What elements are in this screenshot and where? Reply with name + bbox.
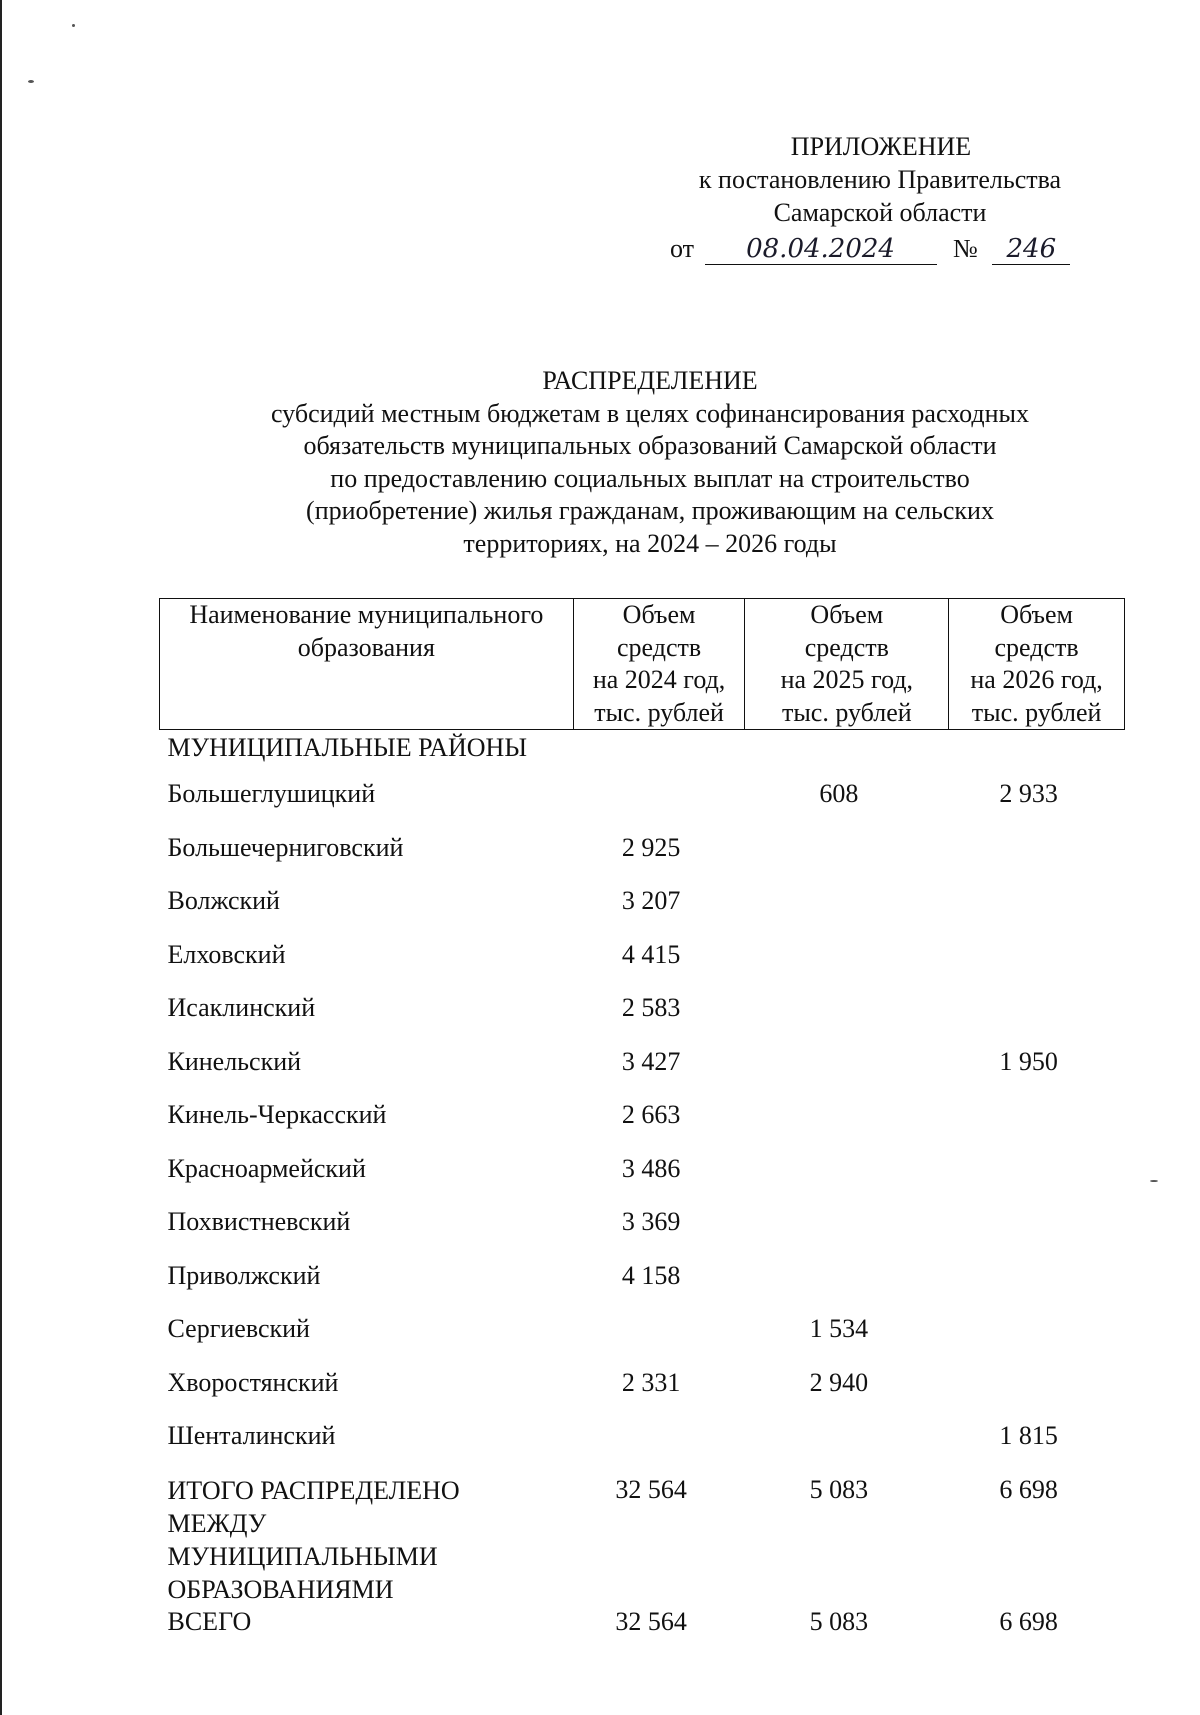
table-row [160, 1414, 1125, 1468]
value-2025 [745, 933, 949, 987]
handwritten-date: 08.04.2024 [705, 234, 937, 265]
scan-speck [1150, 1180, 1158, 1182]
municipality-name: Большеглушицкий [167, 779, 376, 808]
value-2026 [949, 986, 1125, 1040]
value-2026 [949, 1361, 1125, 1415]
title-line: территориях, на 2024 – 2026 годы [463, 528, 837, 558]
value-2024: 3 427 [621, 1046, 681, 1076]
section-label: МУНИЦИПАЛЬНЫЕ РАЙОНЫ [167, 733, 527, 762]
table-row [160, 1307, 1125, 1361]
municipality-name: Кинельский [167, 1046, 302, 1076]
value-2024 [573, 1414, 745, 1468]
header-text: на 2026 год, [970, 665, 1103, 694]
value-2024: 3 369 [621, 1207, 681, 1236]
table-row [160, 1254, 1125, 1308]
header-2026 [949, 599, 1125, 730]
number-sign: № [953, 234, 978, 263]
header-text: Объем [1000, 600, 1073, 629]
header-text: Наименование муниципального [189, 600, 544, 629]
title-line: субсидий местным бюджетам в целях софинансирования расходных [270, 398, 1030, 428]
table-row [160, 1147, 1125, 1201]
value-2025: 1 534 [809, 1314, 869, 1343]
header-text: на 2024 год, [592, 665, 726, 694]
value-2024 [573, 772, 745, 826]
value-2025 [745, 1200, 949, 1254]
value-2026 [949, 1147, 1125, 1201]
grand-total-row [160, 1606, 1125, 1646]
grand-total-2025: 5 083 [809, 1606, 869, 1636]
value-2025 [745, 1147, 949, 1201]
table-row [160, 933, 1125, 987]
header-2025 [745, 599, 949, 730]
header-text: Объем [622, 600, 696, 629]
scan-edge [0, 0, 2, 1715]
value-2024: 2 583 [621, 993, 681, 1022]
grand-total-2024: 32 564 [615, 1606, 687, 1636]
value-2026: 2 933 [999, 779, 1058, 808]
total-label-line: МУНИЦИПАЛЬНЫМИ [167, 1541, 438, 1571]
municipality-name: Хворостянский [167, 1367, 339, 1397]
header-municipality [160, 599, 574, 730]
municipality-name: Волжский [167, 886, 280, 915]
table-header-row [160, 599, 1125, 730]
header-text: средств [616, 632, 702, 662]
value-2026 [949, 1254, 1125, 1308]
decree-dateline [670, 234, 1070, 265]
header-text: тыс. рублей [971, 697, 1102, 727]
table-row [160, 1361, 1125, 1415]
value-2025 [745, 1093, 949, 1147]
value-2024: 2 925 [621, 832, 681, 862]
handwritten-number: 246 [992, 234, 1070, 265]
table-row [160, 1200, 1125, 1254]
municipality-name: Исаклинский [167, 993, 316, 1022]
title-heading: РАСПРЕДЕЛЕНИЕ [542, 366, 758, 395]
title-line: обязательств муниципальных образований Самарской области [303, 431, 997, 460]
value-2025: 2 940 [809, 1367, 869, 1397]
header-text: Объем [810, 600, 884, 629]
table-row [160, 826, 1125, 880]
value-2024 [573, 1307, 745, 1361]
value-2026: 1 815 [999, 1421, 1058, 1450]
value-2025 [745, 1414, 949, 1468]
value-2026 [949, 826, 1125, 880]
value-2026 [949, 1093, 1125, 1147]
total-2024: 32 564 [615, 1474, 687, 1504]
table-row [160, 772, 1125, 826]
value-2025 [745, 879, 949, 933]
total-2025: 5 083 [809, 1474, 869, 1504]
date-prefix: от [670, 234, 695, 263]
header-text: средств [804, 632, 889, 662]
scan-speck [28, 80, 34, 83]
value-2025 [745, 1040, 949, 1094]
grand-total-2026: 6 698 [999, 1606, 1058, 1636]
total-label-line: ИТОГО РАСПРЕДЕЛЕНО [167, 1475, 460, 1505]
appendix-heading: ПРИЛОЖЕНИЕ [790, 132, 972, 161]
section-row [160, 730, 1125, 773]
total-label-line: МЕЖДУ [167, 1508, 267, 1538]
value-2026 [949, 879, 1125, 933]
municipality-name: Кинель-Черкасский [167, 1100, 387, 1129]
value-2025: 608 [819, 779, 859, 808]
header-text: на 2025 год, [780, 665, 914, 694]
value-2024: 2 331 [621, 1367, 681, 1397]
table-row [160, 1093, 1125, 1147]
municipality-name: Шенталинский [167, 1421, 336, 1450]
grand-total-label: ВСЕГО [167, 1606, 252, 1636]
municipality-name: Приволжский [167, 1260, 321, 1290]
value-2026 [949, 933, 1125, 987]
value-2026 [949, 1307, 1125, 1361]
value-2024: 4 415 [621, 939, 681, 969]
table-row [160, 879, 1125, 933]
value-2025 [745, 826, 949, 880]
appendix-block [600, 130, 1160, 229]
value-2024: 2 663 [621, 1100, 681, 1129]
municipality-name: Большечерниговский [167, 832, 404, 862]
value-2026 [949, 1200, 1125, 1254]
value-2026: 1 950 [999, 1046, 1058, 1076]
value-2024: 3 486 [621, 1153, 681, 1183]
value-2025 [745, 986, 949, 1040]
title-line: (приобретение) жилья гражданам, проживающим на сельских [306, 496, 994, 525]
header-text: тыс. рублей [594, 697, 724, 727]
scan-speck [72, 24, 75, 27]
municipality-name: Елховский [167, 939, 286, 969]
municipality-name: Сергиевский [167, 1314, 310, 1343]
appendix-line: Самарской области [773, 198, 987, 227]
total-label-line: ОБРАЗОВАНИЯМИ [167, 1574, 394, 1604]
municipality-name: Красноармейский [167, 1153, 366, 1183]
municipality-name: Похвистневский [167, 1207, 351, 1236]
appendix-line: к постановлению Правительства [698, 165, 1062, 194]
value-2025 [745, 1254, 949, 1308]
value-2024: 3 207 [621, 886, 681, 915]
table-row [160, 1040, 1125, 1094]
distribution-table [159, 598, 1125, 1646]
document-title [160, 365, 1140, 560]
total-label [160, 1468, 574, 1606]
total-row [160, 1468, 1125, 1606]
table-row [160, 986, 1125, 1040]
title-line: по предоставлению социальных выплат на строительство [330, 463, 970, 493]
value-2024: 4 158 [621, 1260, 681, 1290]
header-2024 [573, 599, 745, 730]
header-text: средств [994, 632, 1079, 662]
total-2026: 6 698 [999, 1474, 1058, 1504]
header-text: тыс. рублей [781, 697, 912, 727]
header-text: образования [297, 632, 435, 662]
